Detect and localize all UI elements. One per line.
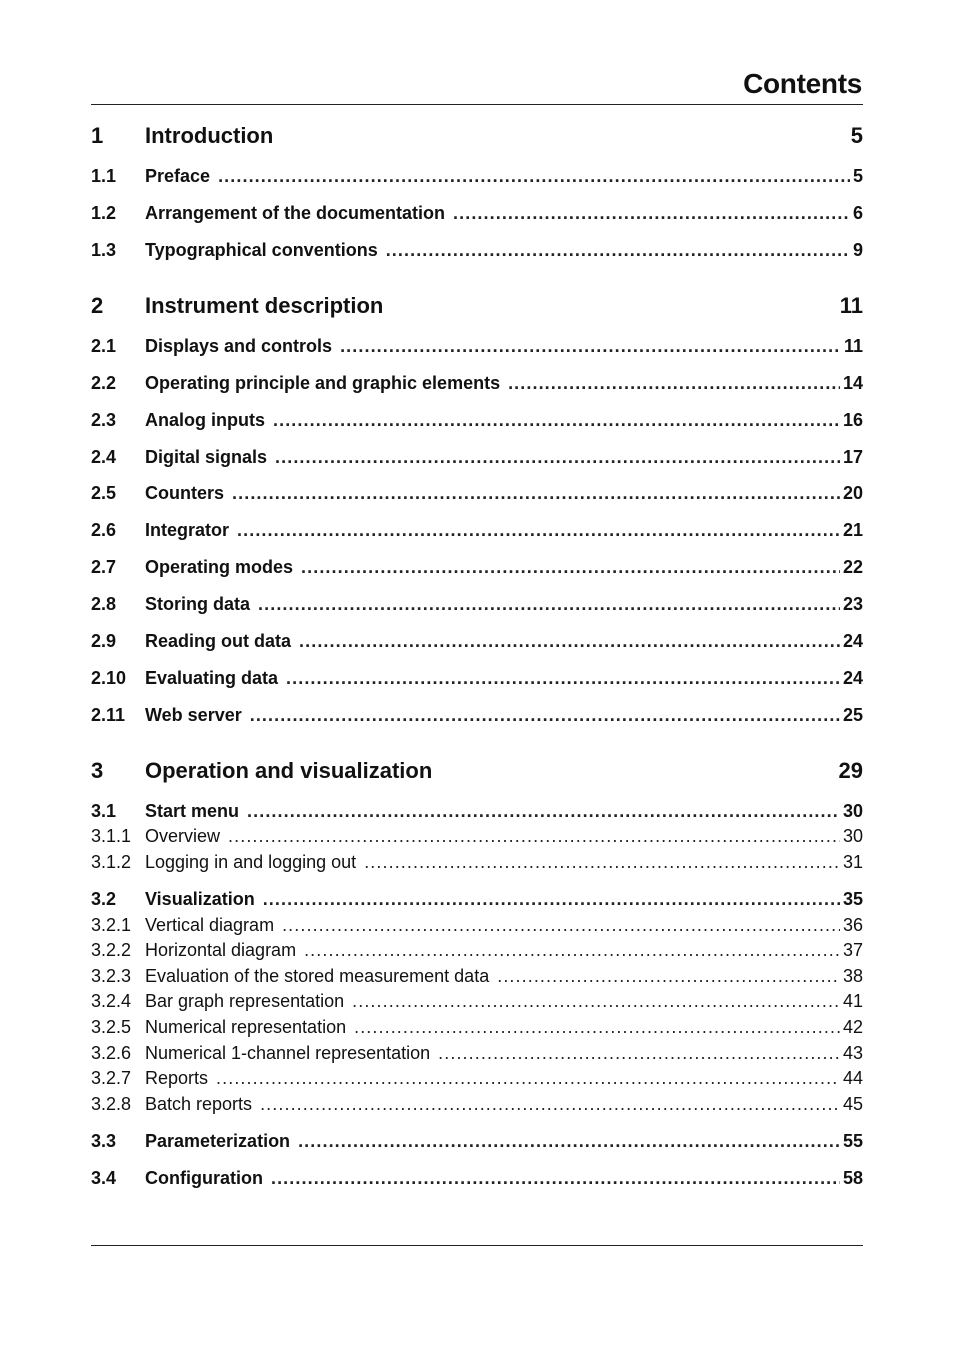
- toc-section-2-1[interactable]: [91, 334, 863, 358]
- toc-section-2-7[interactable]: [91, 555, 863, 579]
- toc-chapter-3[interactable]: [91, 757, 863, 785]
- toc-title: Reports: [145, 1068, 209, 1088]
- toc-number: 3.3: [91, 1131, 117, 1151]
- toc-title: Digital signals: [145, 447, 268, 467]
- toc-title: Instrument description: [145, 293, 384, 318]
- toc-number: 2.4: [91, 447, 117, 467]
- toc-page: 5: [852, 166, 863, 186]
- toc-page: 45: [842, 1094, 863, 1114]
- dot-leader: [258, 592, 840, 616]
- toc-page: 36: [842, 915, 863, 935]
- toc-title: Counters: [145, 483, 225, 503]
- toc-page: 24: [842, 668, 863, 688]
- toc-number: 2.8: [91, 594, 117, 614]
- toc-number: 3.2.5: [91, 1017, 132, 1037]
- toc-number: 2: [91, 293, 104, 318]
- dot-leader: [299, 629, 840, 653]
- toc-page: 11: [843, 336, 863, 356]
- toc-number: 3.1: [91, 801, 117, 821]
- toc-page: 16: [842, 410, 863, 430]
- toc-section-2-8[interactable]: [91, 592, 863, 616]
- toc-title: Storing data: [145, 594, 251, 614]
- dot-leader: [352, 989, 840, 1013]
- toc-number: 2.11: [91, 705, 126, 725]
- toc-title: Batch reports: [145, 1094, 253, 1114]
- dot-leader: [275, 445, 840, 469]
- toc-subsection-3-2-1[interactable]: [91, 913, 863, 937]
- toc-page: 31: [842, 852, 863, 872]
- toc-title: Operating modes: [145, 557, 294, 577]
- table-of-contents: [91, 0, 863, 1240]
- toc-subsection-3-1-2[interactable]: [91, 850, 863, 874]
- dot-leader: [286, 666, 840, 690]
- toc-section-2-4[interactable]: [91, 445, 863, 469]
- dot-leader: [273, 408, 840, 432]
- toc-section-1-2[interactable]: [91, 201, 863, 225]
- toc-title: Bar graph representation: [145, 991, 345, 1011]
- toc-title: Parameterization: [145, 1131, 291, 1151]
- toc-section-2-5[interactable]: [91, 481, 863, 505]
- toc-title: Overview: [145, 826, 221, 846]
- toc-section-2-6[interactable]: [91, 518, 863, 542]
- toc-title: Start menu: [145, 801, 240, 821]
- toc-title: Operating principle and graphic elements: [145, 373, 501, 393]
- dot-leader: [304, 938, 840, 962]
- toc-title: Visualization: [145, 889, 255, 909]
- toc-page: 43: [842, 1043, 863, 1063]
- toc-title: Web server: [145, 705, 242, 725]
- dot-leader: [340, 334, 841, 358]
- toc-number: 2.6: [91, 520, 117, 540]
- toc-page: 25: [842, 705, 863, 725]
- toc-number: 3.1.2: [91, 852, 132, 872]
- toc-section-2-2[interactable]: [91, 371, 863, 395]
- toc-title: Vertical diagram: [145, 915, 275, 935]
- toc-section-3-2[interactable]: [91, 887, 863, 911]
- toc-number: 3.1.1: [91, 826, 132, 846]
- toc-title: Analog inputs: [145, 410, 265, 430]
- toc-number: 2.7: [91, 557, 117, 577]
- toc-section-3-4[interactable]: [91, 1166, 863, 1190]
- toc-title: Displays and controls: [145, 336, 333, 356]
- toc-page: 14: [842, 373, 863, 393]
- toc-number: 3.2.1: [91, 915, 132, 935]
- toc-page: 41: [842, 991, 863, 1011]
- toc-section-1-1[interactable]: [91, 164, 863, 188]
- dot-leader: [354, 1015, 840, 1039]
- toc-number: 3.2.7: [91, 1068, 132, 1088]
- dot-leader: [263, 887, 840, 911]
- toc-subsection-3-2-5[interactable]: [91, 1015, 863, 1039]
- footer-divider: [91, 1245, 863, 1246]
- dot-leader: [260, 1092, 840, 1116]
- toc-page: 37: [842, 940, 863, 960]
- toc-section-2-10[interactable]: [91, 666, 863, 690]
- toc-title: Integrator: [145, 520, 230, 540]
- toc-number: 3.2: [91, 889, 117, 909]
- toc-page: 5: [850, 123, 863, 148]
- dot-leader: [364, 850, 840, 874]
- toc-number: 2.1: [91, 336, 117, 356]
- dot-leader: [298, 1129, 840, 1153]
- toc-page: 23: [842, 594, 863, 614]
- dot-leader: [386, 238, 850, 262]
- toc-number: 3.2.8: [91, 1094, 132, 1114]
- toc-number: 3.2.4: [91, 991, 132, 1011]
- toc-page: 29: [838, 758, 863, 783]
- toc-page: 21: [842, 520, 863, 540]
- toc-title: Preface: [145, 166, 211, 186]
- toc-section-2-3[interactable]: [91, 408, 863, 432]
- toc-page: 20: [842, 483, 863, 503]
- dot-leader: [438, 1041, 840, 1065]
- toc-number: 2.10: [91, 668, 127, 688]
- toc-page: 6: [852, 203, 863, 223]
- toc-section-2-11[interactable]: [91, 703, 863, 727]
- dot-leader: [216, 1066, 840, 1090]
- toc-page: 30: [842, 826, 863, 846]
- toc-page: 9: [852, 240, 863, 260]
- toc-number: 3.2.6: [91, 1043, 132, 1063]
- toc-title: Introduction: [145, 123, 274, 148]
- toc-title: Numerical 1-channel representation: [145, 1043, 431, 1063]
- toc-subsection-3-2-7[interactable]: [91, 1066, 863, 1090]
- toc-page: 42: [842, 1017, 863, 1037]
- toc-page: 17: [842, 447, 863, 467]
- toc-page: 58: [842, 1168, 863, 1188]
- toc-title: Configuration: [145, 1168, 263, 1188]
- dot-leader: [228, 824, 840, 848]
- toc-title: Typographical conventions: [145, 240, 378, 260]
- toc-number: 1.3: [91, 240, 117, 260]
- toc-number: 1: [91, 123, 104, 148]
- toc-title: Arrangement of the documentation: [145, 203, 446, 223]
- toc-subsection-3-2-3[interactable]: [91, 964, 863, 988]
- toc-section-3-1[interactable]: [91, 799, 863, 823]
- toc-section-1-3[interactable]: [91, 238, 863, 262]
- dot-leader: [237, 518, 840, 542]
- toc-page: 35: [842, 889, 863, 909]
- dot-leader: [247, 799, 840, 823]
- toc-number: 1.2: [91, 203, 117, 223]
- toc-subsection-3-2-6[interactable]: [91, 1041, 863, 1065]
- toc-title: Numerical representation: [145, 1017, 347, 1037]
- toc-title: Reading out data: [145, 631, 292, 651]
- toc-number: 3.4: [91, 1168, 117, 1188]
- dot-leader: [218, 164, 850, 188]
- toc-section-3-3[interactable]: [91, 1129, 863, 1153]
- dot-leader: [271, 1166, 840, 1190]
- toc-subsection-3-2-2[interactable]: [91, 938, 863, 962]
- toc-number: 3.2.2: [91, 940, 132, 960]
- toc-page: 55: [842, 1131, 863, 1151]
- toc-subsection-3-2-8[interactable]: [91, 1092, 863, 1116]
- toc-page: 22: [842, 557, 863, 577]
- toc-subsection-3-1-1[interactable]: [91, 824, 863, 848]
- dot-leader: [232, 481, 840, 505]
- dot-leader: [497, 964, 840, 988]
- toc-number: 3: [91, 758, 104, 783]
- toc-title: Operation and visualization: [145, 758, 433, 783]
- dot-leader: [250, 703, 840, 727]
- toc-section-2-9[interactable]: [91, 629, 863, 653]
- toc-page: 30: [842, 801, 863, 821]
- toc-chapter-1[interactable]: [91, 122, 863, 150]
- dot-leader: [282, 913, 840, 937]
- toc-title: Evaluating data: [145, 668, 279, 688]
- toc-number: 1.1: [91, 166, 117, 186]
- toc-number: 2.2: [91, 373, 117, 393]
- toc-page: 38: [842, 966, 863, 986]
- dot-leader: [508, 371, 840, 395]
- toc-title: Evaluation of the stored measurement data: [145, 966, 490, 986]
- toc-title: Horizontal diagram: [145, 940, 297, 960]
- toc-subsection-3-2-4[interactable]: [91, 989, 863, 1013]
- dot-leader: [301, 555, 840, 579]
- toc-title: Logging in and logging out: [145, 852, 357, 872]
- page-title: Contents: [743, 68, 862, 99]
- dot-leader: [453, 201, 850, 225]
- toc-number: 2.9: [91, 631, 117, 651]
- toc-page: 24: [842, 631, 863, 651]
- toc-number: 2.3: [91, 410, 117, 430]
- toc-chapter-2[interactable]: [91, 292, 863, 320]
- toc-number: 2.5: [91, 483, 117, 503]
- toc-number: 3.2.3: [91, 966, 132, 986]
- toc-page: 44: [842, 1068, 863, 1088]
- toc-page: 11: [839, 293, 863, 318]
